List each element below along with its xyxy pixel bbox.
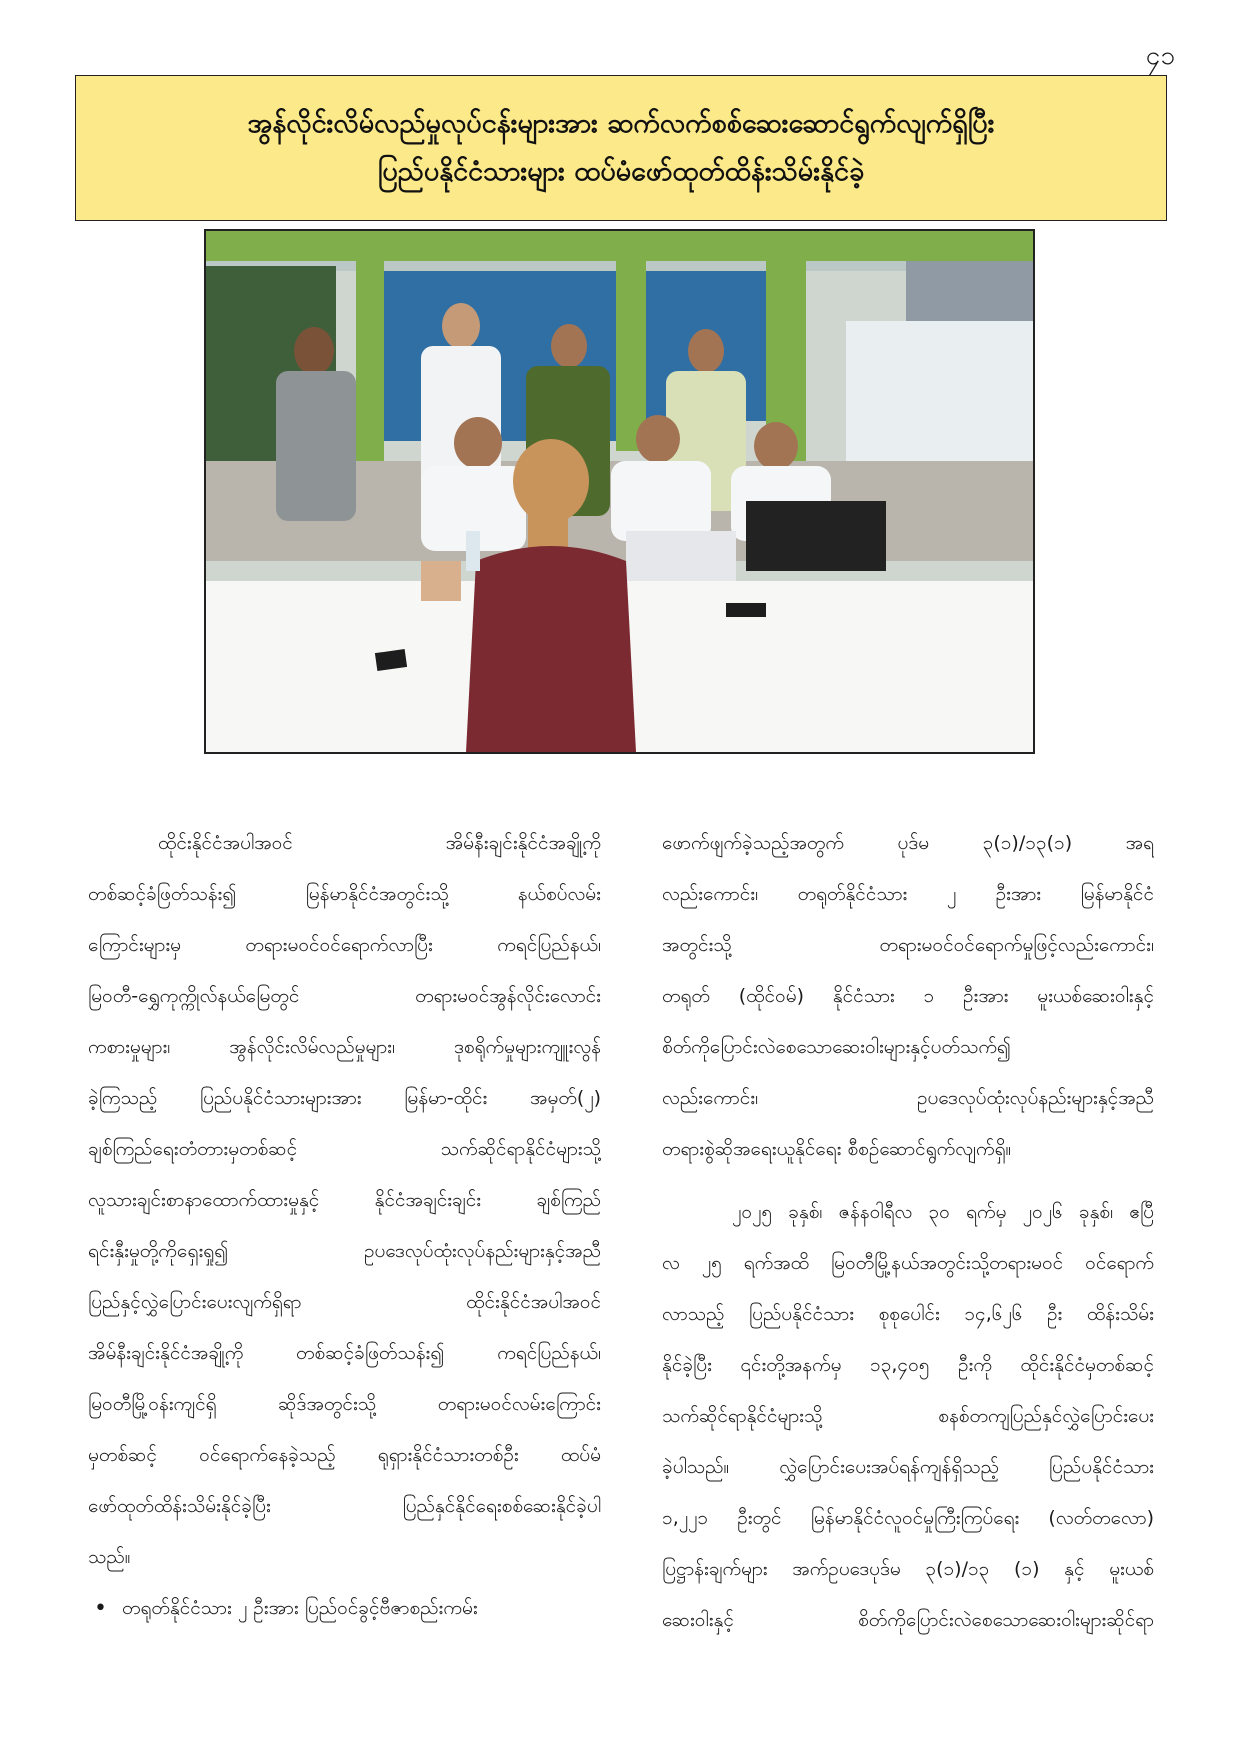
text-line: တစ်ဆင့်ခံဖြတ်သန်း၍ မြန်မာနိုင်ငံအတွင်းသို့ နယ်စပ်လမ်း: [88, 883, 601, 905]
text-line: သက်ဆိုင်ရာနိုင်ငံများသို့ စနစ်တကျပြည်နှင်လွှဲပြောင်းပေး: [662, 1405, 1154, 1427]
text-line: လည်းကောင်း၊ တရုတ်နိုင်ငံသား ၂ ဦးအား မြန်မာနိုင်ငံ: [662, 883, 1154, 905]
text-line: လူသားချင်းစာနာထောက်ထားမှုနှင့် နိုင်ငံအချင်းချင်း ချစ်ကြည်: [88, 1189, 601, 1211]
text-line: ကစားမှုများ၊ အွန်လိုင်းလိမ်လည်မှုများ၊ ဒုစရိုက်မှုများကျူးလွန်: [88, 1036, 601, 1058]
text-line: ခဲ့ကြသည့် ပြည်ပနိုင်ငံသားများအား မြန်မာ-ထိုင်း အမှတ်(၂): [88, 1087, 601, 1109]
text-line: မှတစ်ဆင့် ဝင်ရောက်နေခဲ့သည့် ရုရှားနိုင်ငံသားတစ်ဦး ထပ်မံ: [88, 1444, 601, 1466]
text-line: ရင်းနှီးမှုတို့ကိုရှေးရှု၍ ဥပဒေလုပ်ထုံးလုပ်နည်းများနှင့်အညီ: [88, 1240, 601, 1262]
bullet-text: တရုတ်နိုင်ငံသား ၂ ဦးအား ပြည်ဝင်ခွင့်ဗီဇာစည်းကမ်း: [122, 1597, 478, 1619]
article-column-left: [88, 818, 601, 1634]
headline-line-1: အွန်လိုင်းလိမ်လည်မှုလုပ်ငန်းများအား ဆက်လက်စစ်ဆေးဆောင်ရွက်လျက်ရှိပြီး: [247, 108, 995, 139]
news-photo: [204, 229, 1035, 754]
text-line: လည်းကောင်း၊ ဥပဒေလုပ်ထုံးလုပ်နည်းများနှင့်အညီ: [662, 1087, 1154, 1109]
text-line: တရုတ် (ထိုင်ဝမ်) နိုင်ငံသား ၁ ဦးအား မူးယစ်ဆေးဝါးနှင့်: [662, 985, 1154, 1007]
headline-box: [75, 75, 1167, 221]
bullet-icon: •: [94, 1596, 107, 1621]
bullet-item: [88, 1583, 601, 1634]
article-column-right: [662, 818, 1154, 1646]
text-line: ၁,၂၂၁ ဦးတွင် မြန်မာနိုင်ငံလူဝင်မှုကြီးကြပ်ရေး (လတ်တလော): [662, 1507, 1154, 1529]
text-line: ကြောင်းများမှ တရားမဝင်ဝင်ရောက်လာပြီး ကရင်ပြည်နယ်၊: [88, 934, 601, 956]
text-line: ပြည်နှင့်လွှဲပြောင်းပေးလျက်ရှိရာ ထိုင်းနိုင်ငံအပါအဝင်: [88, 1291, 601, 1313]
text-line: ၂၀၂၅ ခုနှစ်၊ ဇန်နဝါရီလ ၃၀ ရက်မှ ၂၀၂၆ ခုနှစ်၊ ဧပြီ: [732, 1201, 1154, 1223]
text-line: အတွင်းသို့ တရားမဝင်ဝင်ရောက်မှုဖြင့်လည်းကောင်း၊: [662, 934, 1154, 956]
text-line: တရားစွဲဆိုအရေးယူနိုင်ရေး စီစဉ်ဆောင်ရွက်လျက်ရှိ။: [662, 1138, 1012, 1160]
paragraph-gap: [662, 1175, 1154, 1187]
text-line: မြဝတီမြို့ဝန်းကျင်ရှိ ဆိုဒ်အတွင်းသို့ တရားမဝင်လမ်းကြောင်း: [88, 1393, 601, 1415]
text-line: မြဝတီ-ရွှေကုက္ကိုလ်နယ်မြေတွင် တရားမဝင်အွန်လိုင်းလောင်း: [88, 985, 601, 1007]
text-line: သည်။: [88, 1546, 131, 1568]
text-line: ဖော်ထုတ်ထိန်းသိမ်းနိုင်ခဲ့ပြီး ပြည်နှင်နိုင်ရေးစစ်ဆေးနိုင်ခဲ့ပါ: [88, 1495, 601, 1517]
text-line: အိမ်နီးချင်းနိုင်ငံအချို့ကို တစ်ဆင့်ခံဖြတ်သန်း၍ ကရင်ပြည်နယ်၊: [88, 1342, 601, 1364]
text-line: လ ၂၅ ရက်အထိ မြဝတီမြို့နယ်အတွင်းသို့တရားမဝင် ဝင်ရောက်: [662, 1252, 1154, 1274]
headline-line-2: ပြည်ပနိုင်ငံသားများ ထပ်မံဖော်ထုတ်ထိန်းသိမ်းနိုင်ခဲ့: [377, 156, 865, 187]
text-line: ထိုင်းနိုင်ငံအပါအဝင် အိမ်နီးချင်းနိုင်ငံအချို့ကို: [158, 832, 601, 854]
text-line: ဖောက်ဖျက်ခဲ့သည့်အတွက် ပုဒ်မ ၃(၁)/၁၃(၁) အရ: [662, 832, 1154, 854]
photo-illustration: [206, 231, 1033, 752]
text-line: စိတ်ကိုပြောင်းလဲစေသောဆေးဝါးများနှင့်ပတ်သက်၍: [662, 1036, 1012, 1058]
page-number: ၄၁: [1145, 41, 1175, 71]
text-line: ပြဋ္ဌာန်းချက်များ အက်ဥပဒေပုဒ်မ ၃(၁)/၁၃ (၁) နှင့် မူးယစ်: [662, 1558, 1154, 1580]
text-line: ဆေးဝါးနှင့် စိတ်ကိုပြောင်းလဲစေသောဆေးဝါးများဆိုင်ရာ: [662, 1609, 1154, 1631]
text-line: နိုင်ခဲ့ပြီး ၎င်းတို့အနက်မှ ၁၃,၄၀၅ ဦးကို ထိုင်းနိုင်ငံမှတစ်ဆင့်: [662, 1354, 1154, 1376]
text-line: လာသည့် ပြည်ပနိုင်ငံသား စုစုပေါင်း ၁၄,၆၂၆ ဦး ထိန်းသိမ်း: [662, 1303, 1154, 1325]
text-line: ခဲ့ပါသည်။ လွှဲပြောင်းပေးအပ်ရန်ကျန်ရှိသည့် ပြည်ပနိုင်ငံသား: [662, 1456, 1154, 1478]
text-line: ချစ်ကြည်ရေးတံတားမှတစ်ဆင့် သက်ဆိုင်ရာနိုင်ငံများသို့: [88, 1138, 601, 1160]
